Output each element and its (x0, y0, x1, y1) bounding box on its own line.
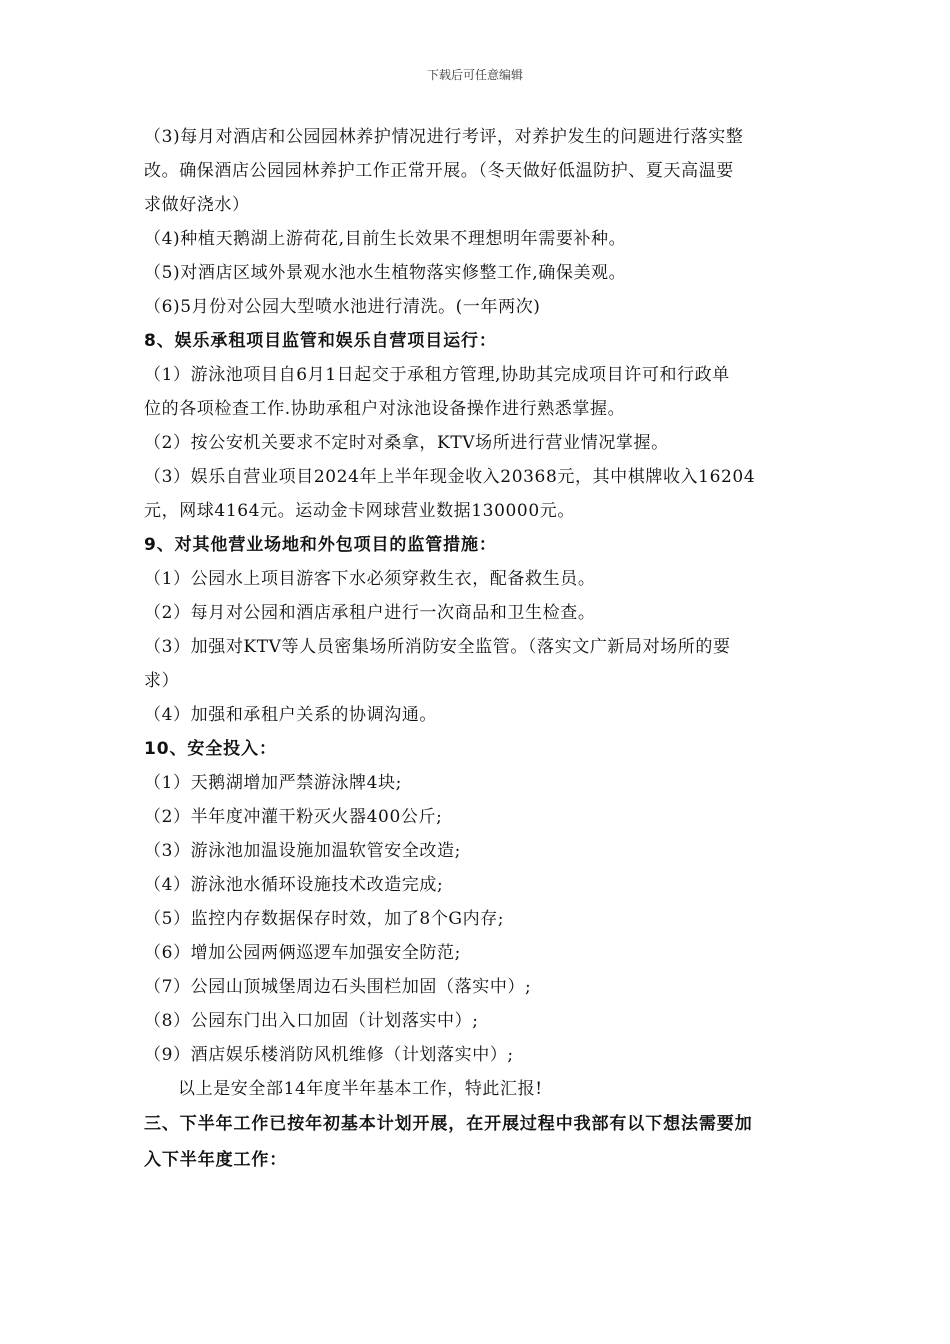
list-item: （6）增加公园两俩巡逻车加强安全防范; (144, 943, 461, 963)
paragraph-line: （4)种植天鹅湖上游荷花,目前生长效果不理想明年需要补种。 (144, 229, 627, 249)
section-heading: 9、对其他营业场地和外包项目的监管措施： (144, 535, 497, 555)
paragraph-line: 求做好浇水） (144, 195, 250, 215)
paragraph-line: （1）游泳池项目自6月1日起交于承租方管理,协助其完成项目许可和行政单 (144, 365, 730, 385)
paragraph-line: （1）公园水上项目游客下水必须穿救生衣，配备救生员。 (144, 569, 596, 589)
section-heading: 8、娱乐承租项目监管和娱乐自营项目运行： (144, 331, 497, 351)
paragraph-line: 改。确保酒店公园园林养护工作正常开展。（冬天做好低温防护、夏天高温要 (144, 161, 734, 181)
closing-statement: 以上是安全部14年度半年基本工作，特此汇报! (178, 1079, 543, 1099)
paragraph-line: （5)对酒店区域外景观水池水生植物落实修整工作,确保美观。 (144, 263, 627, 283)
paragraph-line: （3）娱乐自营业项目2024年上半年现金收入20368元，其中棋牌收入16204 (144, 467, 756, 487)
list-item: （2）半年度冲灌干粉灭火器400公斤; (144, 807, 443, 827)
list-item: （9）酒店娱乐楼消防风机维修（计划落实中）; (144, 1045, 514, 1065)
section-heading: 入下半年度工作： (144, 1150, 288, 1170)
list-item: （5）监控内存数据保存时效，加了8个G内存; (144, 909, 505, 929)
document-body (144, 120, 814, 1178)
paragraph-line: 求） (144, 671, 180, 691)
list-item: （3）游泳池加温设施加温软管安全改造; (144, 841, 461, 861)
list-item: （8）公园东门出入口加固（计划落实中）; (144, 1011, 479, 1031)
paragraph-line: （2）每月对公园和酒店承租户进行一次商品和卫生检查。 (144, 603, 596, 623)
list-item: （4）游泳池水循环设施技术改造完成; (144, 875, 444, 895)
paragraph-line: （6)5月份对公园大型喷水池进行清洗。(一年两次) (144, 297, 541, 317)
section-heading: 10、安全投入： (144, 739, 277, 759)
paragraph-line: 元，网球4164元。运动金卡网球营业数据130000元。 (144, 501, 575, 521)
paragraph-line: （4）加强和承租户关系的协调沟通。 (144, 705, 438, 725)
paragraph-line: （3）加强对KTV等人员密集场所消防安全监管。（落实文广新局对场所的要 (144, 637, 731, 657)
page-header: 下载后可任意编辑 (426, 68, 523, 82)
paragraph-line: （2）按公安机关要求不定时对桑拿，KTV场所进行营业情况掌握。 (144, 433, 669, 453)
list-item: （1）天鹅湖增加严禁游泳牌4块; (144, 773, 402, 793)
paragraph-line: （3)每月对酒店和公园园林养护情况进行考评，对养护发生的问题进行落实整 (144, 127, 744, 147)
paragraph-line: 位的各项检查工作.协助承租户对泳池设备操作进行熟悉掌握。 (144, 399, 626, 419)
section-heading: 三、下半年工作已按年初基本计划开展，在开展过程中我部有以下想法需要加 (144, 1114, 753, 1134)
list-item: （7）公园山顶城堡周边石头围栏加固（落实中）; (144, 977, 532, 997)
